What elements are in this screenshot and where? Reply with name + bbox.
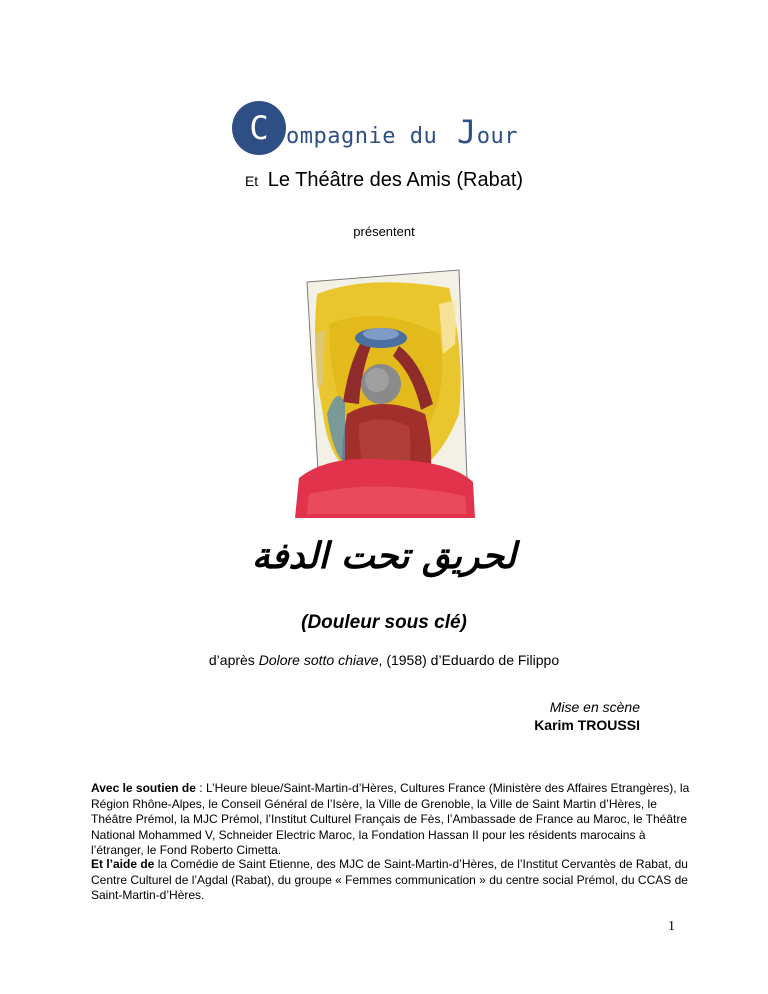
original-title: Dolore sotto chiave	[258, 652, 379, 668]
logo-circle-initial: C	[232, 101, 286, 155]
co-presenter-line	[0, 169, 768, 192]
help-paragraph	[91, 857, 691, 904]
page-number: 1	[668, 919, 675, 934]
director-name: Karim TROUSSI	[534, 717, 640, 733]
logo-initial-2: J	[456, 113, 477, 151]
director-credit	[534, 698, 640, 734]
logo-text-1: ompagnie du	[286, 124, 451, 149]
source-suffix: , (1958) d’Eduardo de Filippo	[378, 652, 560, 668]
source-credit	[0, 652, 768, 668]
help-label: Et l’aide de	[91, 857, 155, 871]
support-label: Avec le soutien de	[91, 781, 196, 795]
company-logo	[232, 100, 518, 156]
co-presenter-title: Le Théâtre des Amis (Rabat)	[267, 169, 524, 191]
director-role: Mise en scène	[549, 699, 640, 715]
french-title: (Douleur sous clé)	[301, 612, 467, 633]
et-label: Et	[244, 173, 259, 189]
support-paragraph	[91, 781, 691, 859]
help-text: la Comédie de Saint Etienne, des MJC de Saint-Martin-d’Hères, de l’Institut Cervantès de Rabat, du Centre Culturel de l’Agdal (Rabat), du groupe « Femmes communication » du centre social Prémol, du CCAS de Saint-Martin-d’Hères.	[91, 857, 688, 902]
poster-painting	[289, 264, 479, 520]
support-text: : L’Heure bleue/Saint-Martin-d’Hères, Cultures France (Ministère des Affaires Etrangères), la Région Rhône-Alpes, le Conseil Général de l’Isère, la Ville de Grenoble, la Ville de Saint Martin d’Hères, le Théâtre Prémol, la MJC Prémol, l’Institut Culturel Français de Fès, l’Ambassade de France au Maroc, le Théâtre National Mohammed V, Schneider Electric Maroc, la Fondation Hassan II pour les résidents marocains à l’étranger, le Fond Roberto Cimetta.	[91, 781, 690, 857]
presentent-label: présentent	[353, 224, 415, 239]
logo-wordmark	[286, 113, 518, 151]
logo-text-2: our	[476, 124, 518, 149]
source-prefix: d’après	[208, 652, 259, 668]
arabic-title: لحريق تحت الدفة	[251, 535, 517, 577]
